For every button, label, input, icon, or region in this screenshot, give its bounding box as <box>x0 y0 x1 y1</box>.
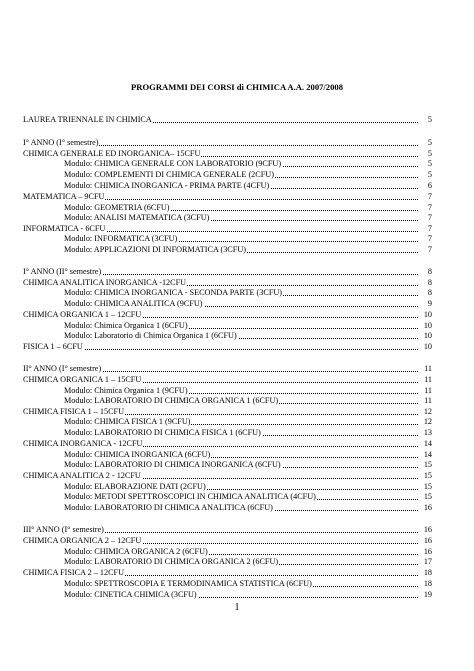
toc-entry-title: CHIMICA ORGANICA 1 – 15CFU <box>23 375 142 384</box>
toc-entry-title: Modulo: Chimica Organica 1 (9CFU) <box>64 386 188 395</box>
toc-entry-page: 16 <box>423 503 432 512</box>
toc-entry-page: 7 <box>427 213 432 222</box>
toc-entry-page: 11 <box>424 386 432 395</box>
toc-entry-title: Modulo: CHIMICA FISICA 1 (9CFU) <box>64 417 191 426</box>
toc-entry-page: 5 <box>427 149 432 158</box>
toc-entry[interactable] <box>0 502 474 513</box>
toc-entry-title: CHIMICA INORGANICA - 12CFU <box>23 439 143 448</box>
toc-entry[interactable] <box>0 589 474 600</box>
toc-entry-page: 9 <box>427 299 432 308</box>
toc-entry-title: CHIMICA ORGANICA 2 – 12CFU <box>23 536 142 545</box>
toc-entry-page: 10 <box>423 342 432 351</box>
toc-entry-page: 5 <box>427 138 432 147</box>
toc-entry-page: 15 <box>423 460 432 469</box>
toc-entry-title: CHIMICA ANALITICA INORGANICA -12CFU <box>23 278 187 287</box>
document-title: PROGRAMMI DEI CORSI di CHIMICA A.A. 2007/2008 <box>131 82 343 92</box>
toc-entry-page: 7 <box>427 203 432 212</box>
toc-entry-page: 16 <box>423 525 432 534</box>
toc-entry-page: 18 <box>423 579 432 588</box>
toc-entry-title: Modulo: ELABORAZIONE DATI (2CFU) <box>64 482 206 491</box>
toc-entry-title: Modulo: CHIMICA INORGANICA - SECONDA PARTE (3CFU) <box>64 288 283 297</box>
toc-entry-title: Modulo: CHIMICA INORGANICA - PRIMA PARTE (4CFU) <box>64 181 270 190</box>
toc-entry-title: Modulo: COMPLEMENTI DI CHIMICA GENERALE (2CFU) <box>64 170 274 179</box>
toc-entry-title: I° ANNO (II° semestre) <box>23 267 102 276</box>
toc-entry-title: Modulo: METODI SPETTROSCOPICI IN CHIMICA ANALITICA (4CFU) <box>64 492 316 501</box>
toc-entry-title: Modulo: ANALISI MATEMATICA (3CFU) <box>64 213 210 222</box>
toc-entry-page: 16 <box>423 547 432 556</box>
toc-entry-title: CHIMICA ORGANICA 1 – 12CFU <box>23 310 142 319</box>
toc-entry-page: 7 <box>427 234 432 243</box>
toc-entry-title: Modulo: APPLICAZIONI DI INFORMATICA (3CFU) <box>64 245 246 254</box>
toc-entry-page: 11 <box>424 396 432 405</box>
toc-entry[interactable] <box>0 114 474 125</box>
toc-entry-title: Modulo: SPETTROSCOPIA E TERMODINAMICA STATISTICA (6CFU) <box>64 579 312 588</box>
toc-entry-title: Modulo: LABORATORIO DI CHIMICA ORGANICA 2 (6CFU) <box>64 557 279 566</box>
toc-entry-title: CHIMICA FISICA 1 – 15CFU <box>23 407 124 416</box>
toc-entry-page: 12 <box>423 417 432 426</box>
toc-entry-page: 8 <box>427 288 432 297</box>
toc-entry-title: III° ANNO (I° semestre) <box>23 525 104 534</box>
toc-entry-title: Modulo: Laboratorio di Chimica Organica 1 (6CFU) <box>64 331 237 340</box>
toc-entry-page: 14 <box>423 439 432 448</box>
toc-entry-title: FISICA 1 – 6CFU <box>23 342 83 351</box>
toc-entry-title: Modulo: INFORMATICA (3CFU) <box>64 234 178 243</box>
toc-entry-page: 18 <box>423 568 432 577</box>
toc-entry-title: I° ANNO (I° semestre) <box>23 138 99 147</box>
toc-entry-title: INFORMATICA - 6CFU <box>23 224 106 233</box>
toc-entry-page: 5 <box>427 170 432 179</box>
toc-entry-page: 16 <box>423 536 432 545</box>
toc-entry-title: Modulo: CHIMICA INORGANICA (6CFU) <box>64 450 211 459</box>
toc-entry-title: Modulo: Chimica Organica 1 (6CFU) <box>64 321 188 330</box>
toc-entry-title: LAUREA TRIENNALE IN CHIMICA <box>23 115 152 124</box>
toc-entry-page: 7 <box>427 224 432 233</box>
toc-entry-title: Modulo: CHIMICA ORGANICA 2 (6CFU) <box>64 547 208 556</box>
toc-entry-page: 7 <box>427 192 432 201</box>
toc-entry-page: 10 <box>423 310 432 319</box>
toc-entry-title: Modulo: GEOMETRIA (6CFU) <box>64 203 170 212</box>
toc-entry-page: 8 <box>427 267 432 276</box>
toc-entry-page: 14 <box>423 450 432 459</box>
toc-entry-page: 6 <box>427 181 432 190</box>
toc-entry-title: MATEMATICA – 9CFU <box>23 192 105 201</box>
toc-entry-page: 12 <box>423 407 432 416</box>
toc-entry-title: Modulo: LABORATORIO DI CHIMICA ORGANICA 1 (6CFU) <box>64 396 279 405</box>
toc-entry-page: 15 <box>423 492 432 501</box>
toc-entry[interactable] <box>0 341 474 352</box>
toc-entry-page: 19 <box>423 590 432 599</box>
toc-entry-page: 5 <box>427 159 432 168</box>
toc-entry-page: 17 <box>423 557 432 566</box>
toc-entry-title: CHIMICA FISICA 2 – 12CFU <box>23 568 124 577</box>
toc-entry-page: 7 <box>427 245 432 254</box>
toc-entry-title: Modulo: LABORATORIO DI CHIMICA INORGANICA (6CFU) <box>64 460 281 469</box>
toc-entry-page: 10 <box>423 321 432 330</box>
page-number: 1 <box>234 602 240 613</box>
toc-entry-title: Modulo: LABORATORIO DI CHIMICA ANALITICA (6CFU) <box>64 503 273 512</box>
toc-entry-title: CHIMICA GENERALE ED INORGANICA– 15CFU <box>23 149 201 158</box>
toc-entry-page: 5 <box>427 115 432 124</box>
toc-entry-page: 13 <box>423 428 432 437</box>
toc-entry-title: Modulo: LABORATORIO DI CHIMICA FISICA 1 (6CFU) <box>64 428 261 437</box>
toc-entry-page: 11 <box>424 375 432 384</box>
toc-entry-page: 11 <box>424 364 432 373</box>
toc-entry-title: II° ANNO (I° semestre) <box>23 364 102 373</box>
toc-entry-title: Modulo: CHIMICA ANALITICA (9CFU) <box>64 299 203 308</box>
toc-entry-title: Modulo: CHIMICA GENERALE CON LABORATORIO (9CFU) <box>64 159 282 168</box>
toc-entry-title: CHIMICA ANALITICA 2 - 12CFU <box>23 471 141 480</box>
toc-entry-page: 8 <box>427 278 432 287</box>
toc-entry-page: 15 <box>423 471 432 480</box>
toc-entry-page: 10 <box>423 331 432 340</box>
toc-entry-title: Modulo: CINETICA CHIMICA (3CFU) <box>64 590 197 599</box>
toc-entry-page: 15 <box>423 482 432 491</box>
toc-entry[interactable] <box>0 244 474 255</box>
